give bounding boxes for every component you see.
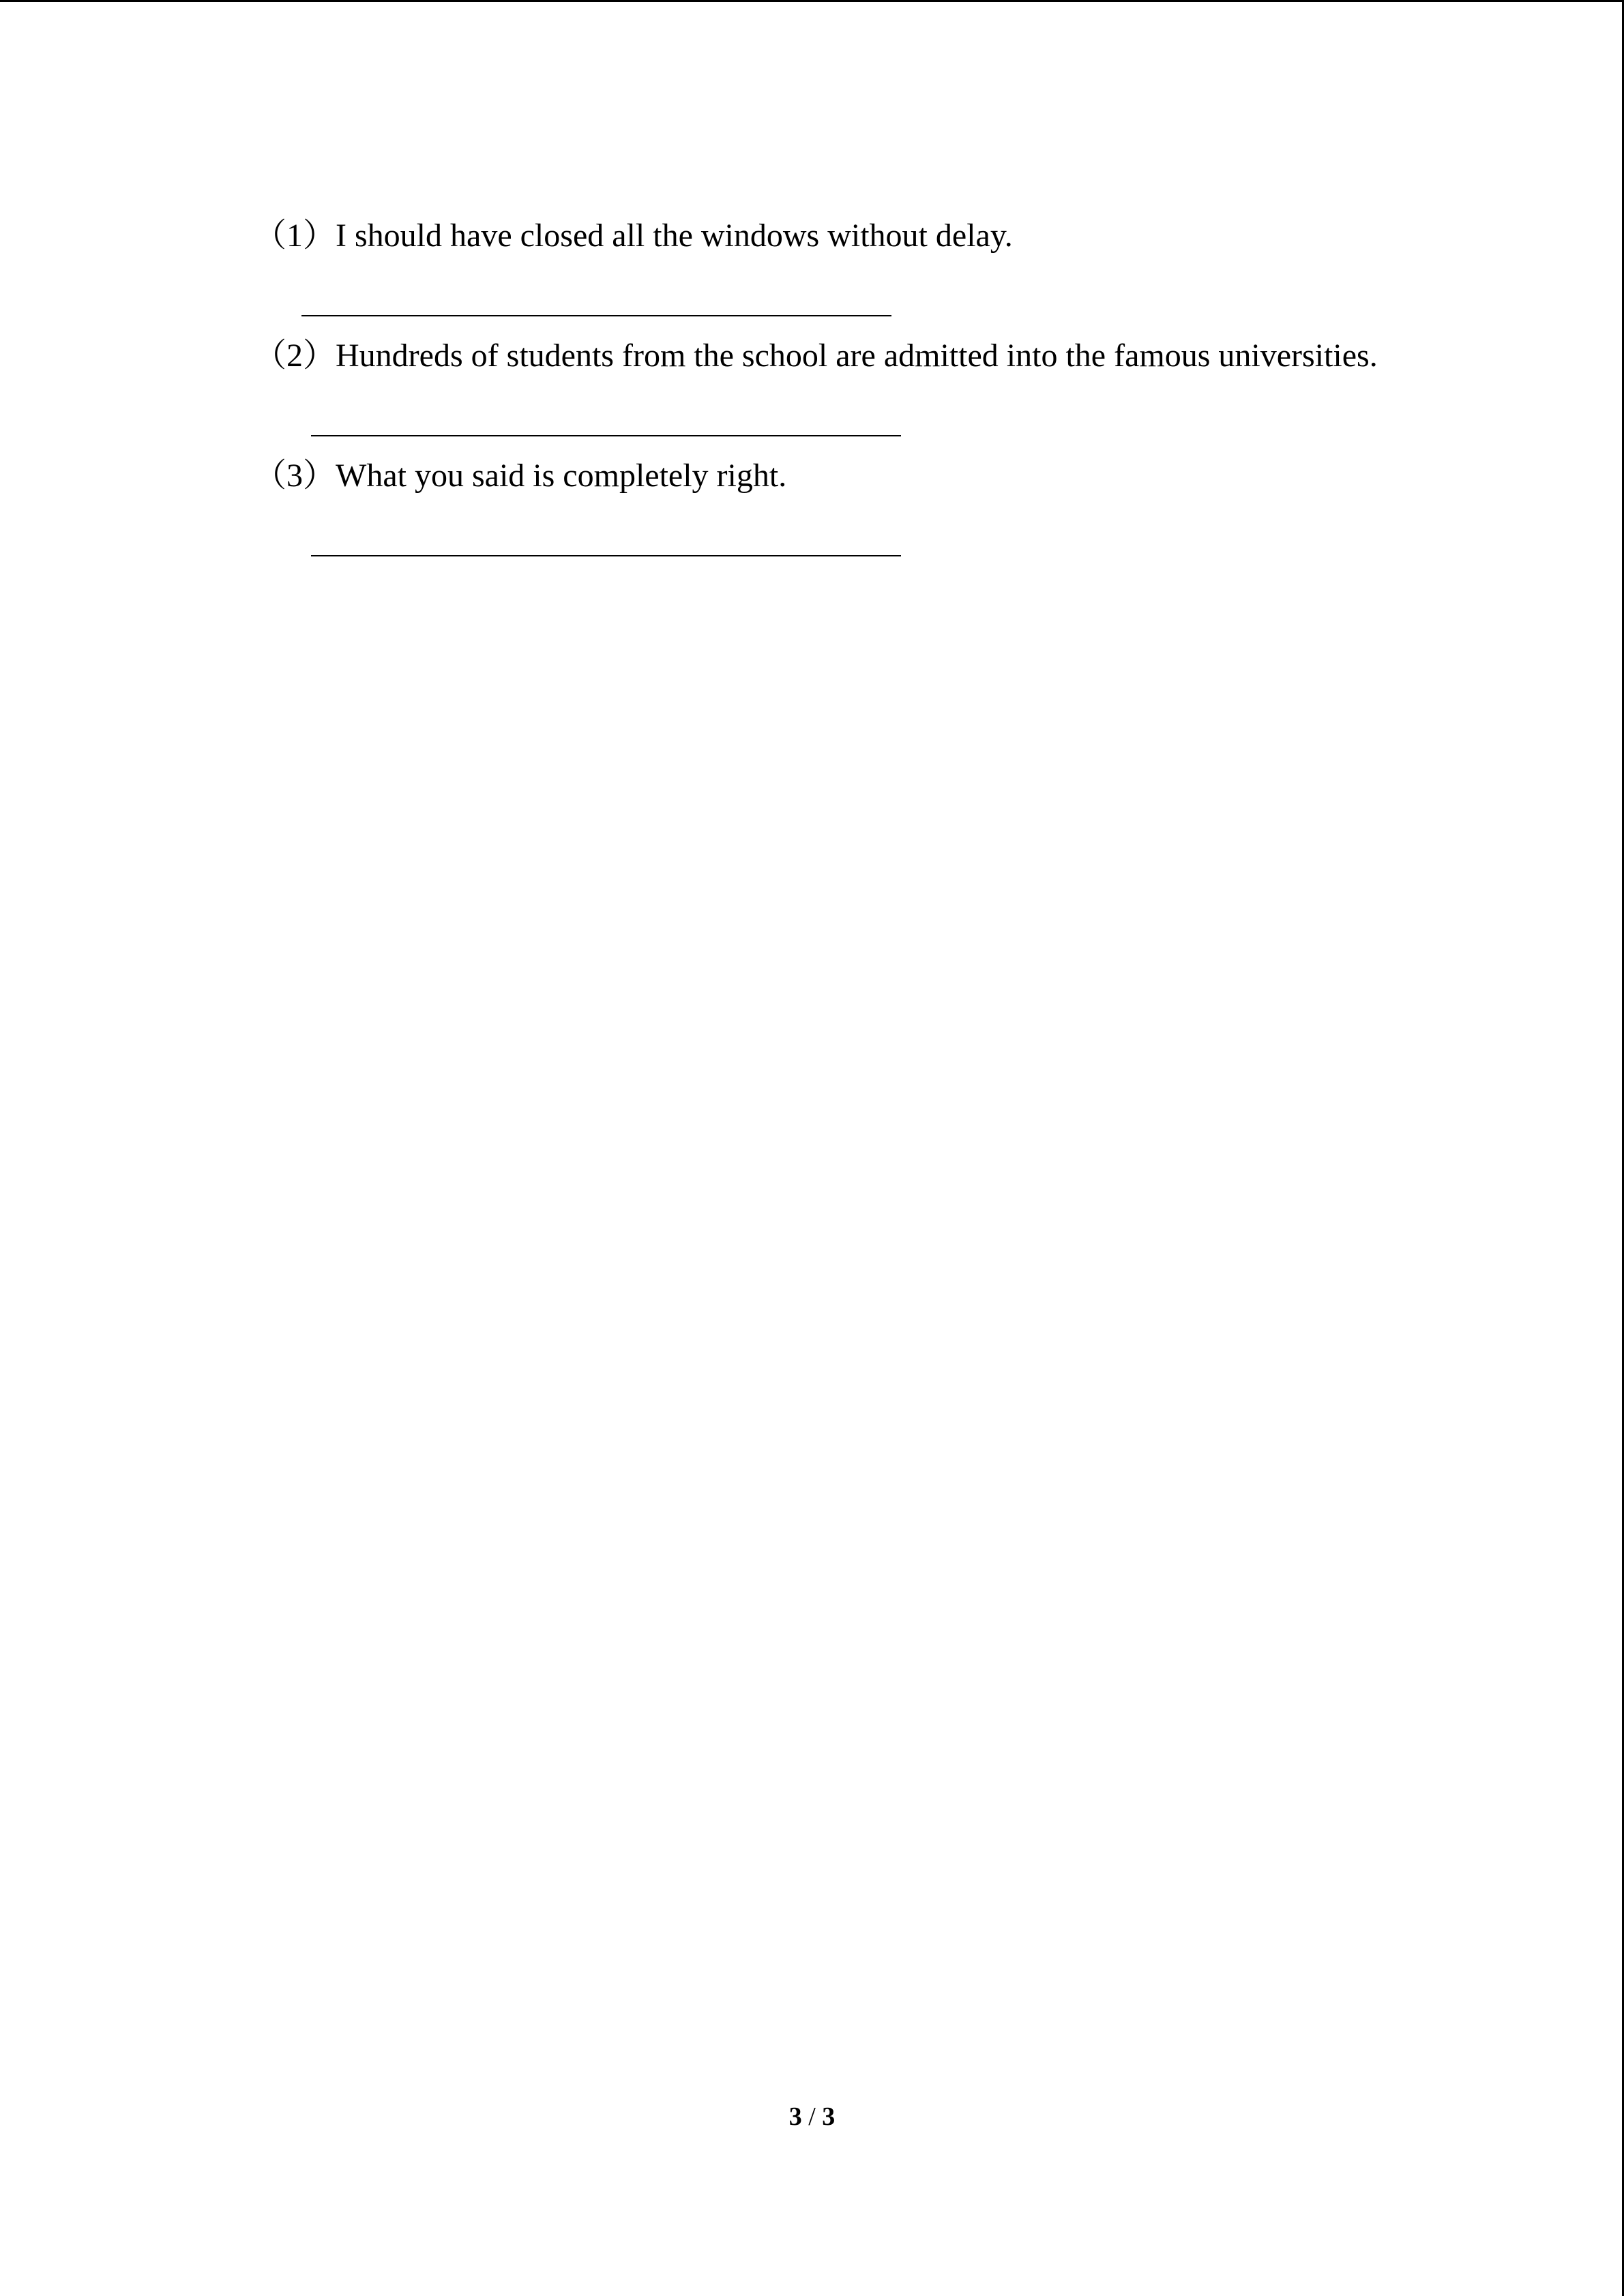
question-1 [254,215,1013,256]
question-2 [254,336,1378,376]
question-1-text: I should have closed all the windows without delay. [336,218,1013,254]
question-1-number: （1） [254,218,336,254]
total-pages-number: 3 [822,2102,836,2131]
answer-line-3[interactable] [311,555,901,556]
question-3-text: What you said is completely right. [336,458,787,494]
question-3 [254,456,786,496]
page-number [0,2100,1624,2133]
question-2-text: Hundreds of students from the school are admitted into the famous universities. [336,338,1378,374]
question-2-number: （2） [254,338,336,374]
answer-line-2[interactable] [311,435,901,436]
page-top-border [0,0,1624,2]
answer-line-1[interactable] [301,315,891,316]
question-3-number: （3） [254,458,336,494]
page-separator: / [801,2102,823,2131]
current-page-number: 3 [788,2102,802,2131]
